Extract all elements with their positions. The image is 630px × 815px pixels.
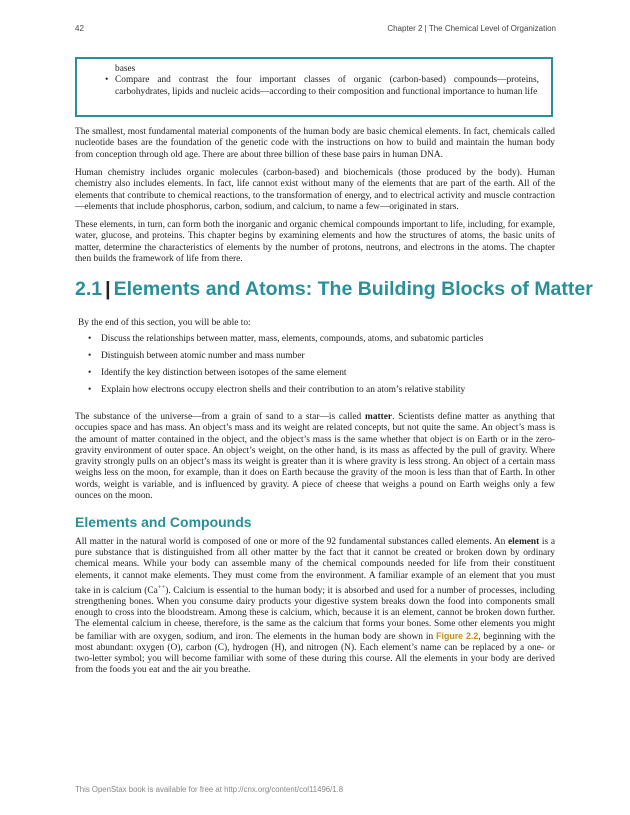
section-heading bbox=[75, 278, 593, 301]
matter-paragraph bbox=[75, 412, 555, 502]
section-number: 2.1 bbox=[75, 278, 103, 300]
element-term: element bbox=[508, 537, 540, 547]
objectives-continuation: bases bbox=[115, 64, 136, 74]
figure-2-2-link[interactable]: Figure 2.2 bbox=[436, 630, 479, 641]
matter-term: matter bbox=[365, 412, 393, 422]
objectives-list bbox=[101, 74, 539, 98]
elements-paragraph bbox=[75, 537, 555, 676]
matter-text-start: The substance of the universe—from a grain of sand to a star—is called bbox=[75, 412, 366, 422]
intro-paragraph-3: These elements, in turn, can form both the inorganic and organic chemical compounds important to life, including, for example, water, glucose, and proteins. This chapter begins by examining elements and how the structures of atoms, the basic units of matter, determine the characteristics of elements by the number of protons, neutrons, and electrons in the atoms. The chapter then builds the framework of life from there. bbox=[75, 220, 555, 264]
elements-text-mid: is a pure substance that is distinguished from all other matter by the fact that it cannot be created or broken down by ordinary chemical means. While your body can assemble many of the chemical compounds needed for life from their constituent elements, it cannot make elements. They must come from the environment. A familiar example of an element that you must take in is calcium (Ca bbox=[75, 537, 555, 596]
section-separator: | bbox=[105, 278, 111, 300]
section-objectives-list bbox=[88, 334, 548, 402]
objective-item: • Compare and contrast the four important classes of organic (carbon-based) compounds—proteins, carbohydrates, lipids and nucleic acids—according to their composition and functional importance to human life bbox=[101, 74, 539, 98]
intro-paragraph-1: The smallest, most fundamental material components of the human body are basic chemical elements. In fact, chemicals called nucleotide bases are the foundation of the genetic code with the instructions on how to build and maintain the human body from conception through old age. There are about three billion of these base pairs in human DNA. bbox=[75, 127, 555, 160]
calcium-charge-superscript: ++ bbox=[157, 583, 166, 591]
section-objective-item: • Identify the key distinction between isotopes of the same element bbox=[88, 368, 548, 385]
footer-note: This OpenStax book is available for free at http://cnx.org/content/col11496/1.8 bbox=[75, 785, 344, 794]
section-objectives-intro: By the end of this section, you will be able to: bbox=[78, 318, 251, 328]
elements-text-end: , beginning with the most abundant: oxygen (O), carbon (C), hydrogen (H), and nitrogen (N). Each element’s name can be replaced by a one- or two-letter symbol; you will become familiar with some of these during this course. All the elements in your body are derived from the foods you eat and the air you breathe. bbox=[75, 631, 555, 676]
section-objective-item: • Distinguish between atomic number and mass number bbox=[88, 351, 548, 368]
matter-text-rest: . Scientists define matter as anything that occupies space and has mass. An object’s mass and its weight are related concepts, but not quite the same. An object’s mass is the amount of matter contained in the object, and the object’s mass is the same whether that object is on Earth or in the zero-gravity environment of outer space. An object’s weight, on the other hand, is its mass as affected by the pull of gravity. Where gravity strongly pulls on an object’s mass its weight is greater than it is where gravity is less strong. An object of a certain mass weighs less on the moon, for example, than it does on Earth because the gravity of the moon is less than that of Earth. In other words, weight is variable, and is influenced by gravity. A piece of cheese that weighs a pound on Earth weighs only a few ounces on the moon. bbox=[75, 412, 556, 502]
section-objective-item: • Explain how electrons occupy electron shells and their contribution to an atom’s relative stability bbox=[88, 385, 548, 402]
elements-text-start: All matter in the natural world is composed of one or more of the 92 fundamental substances called elements. An bbox=[75, 537, 509, 547]
running-header: Chapter 2 | The Chemical Level of Organization bbox=[387, 24, 556, 33]
intro-paragraph-2: Human chemistry includes organic molecules (carbon-based) and biochemicals (those produced by the body). Human chemistry also includes elements. In fact, life cannot exist without many of the elements that are part of the earth. All of the elements that contribute to chemical reactions, to the transformation of energy, and to electrical activity and muscle contraction—elements that include phosphorus, carbon, sodium, and calcium, to name a few—originated in stars. bbox=[75, 168, 555, 212]
learning-objectives-box bbox=[75, 57, 553, 117]
section-objective-item: • Discuss the relationships between matter, mass, elements, compounds, atoms, and subatomic particles bbox=[88, 334, 548, 351]
section-title: Elements and Atoms: The Building Blocks of Matter bbox=[113, 278, 593, 300]
page-number: 42 bbox=[75, 24, 84, 33]
elements-text-cont: ). Calcium is essential to the human body; it is absorbed and used for a number of processes, including strengthening bones. When you consume dairy products your digestive system breaks down the food into components small enough to cross into the bloodstream. Among these is calcium, which, because it is an element, cannot be broken down further. The elemental calcium in cheese, therefore, is the same as the calcium that forms your bones. Some other elements you might be familiar with are oxygen, sodium, and iron. The elements in the human body are shown in bbox=[75, 585, 555, 642]
subsection-heading: Elements and Compounds bbox=[75, 514, 252, 530]
